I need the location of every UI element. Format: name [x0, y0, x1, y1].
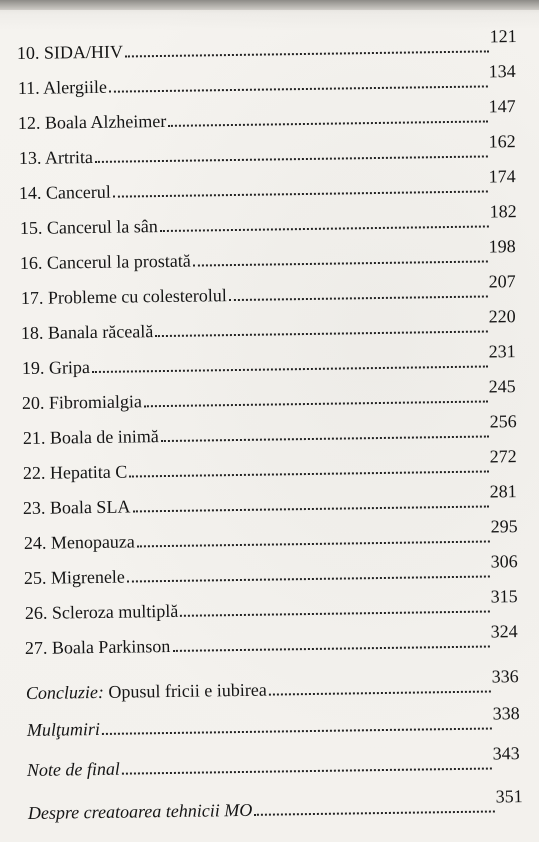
dot-leader: [144, 400, 488, 407]
toc-entry: [16, 26, 517, 63]
toc-entry: [24, 621, 518, 658]
dot-leader: [95, 155, 488, 162]
toc-entry: [22, 411, 517, 448]
entry-page-number: 338: [492, 703, 520, 724]
entry-page-number: 295: [490, 516, 518, 537]
dot-leader: [168, 120, 488, 126]
dot-leader: [129, 470, 489, 477]
entry-title: 21. Boala de inimă: [22, 426, 159, 448]
entry-title: Despre creatoarea tehnicii MO: [27, 799, 253, 823]
entry-title: 20. Fibromialgia: [21, 391, 143, 413]
entry-title: 14. Cancerul: [18, 181, 111, 203]
toc-entry: [17, 61, 516, 98]
dot-leader: [125, 50, 489, 57]
entry-title: 19. Gripa: [21, 357, 90, 378]
entry-page-number: 281: [489, 481, 517, 502]
entry-title: 25. Migrenele: [23, 566, 125, 588]
toc-entry: [24, 586, 518, 623]
entry-page-number: 256: [489, 411, 517, 432]
entry-title: 24. Menopauza: [23, 531, 135, 553]
dot-leader: [122, 768, 492, 775]
dot-leader: [193, 260, 488, 266]
toc-entry: [23, 551, 518, 588]
dot-leader: [160, 225, 489, 232]
dot-leader: [155, 330, 488, 337]
entry-title: Mulţumiri: [26, 718, 101, 740]
entry-title: 15. Cancerul la sân: [19, 216, 158, 238]
entry-page-number: 336: [491, 666, 519, 687]
entry-page-number: 245: [488, 376, 516, 397]
entry-page-number: 324: [490, 621, 518, 642]
toc-entry: [20, 306, 516, 343]
toc-entry-endnotes: [26, 743, 520, 780]
dot-leader: [172, 646, 489, 652]
dot-leader: [109, 85, 488, 92]
toc-entry: [22, 481, 517, 518]
toc-entry: [21, 376, 516, 413]
toc-entry: [23, 516, 518, 553]
entry-page-number: 147: [488, 96, 516, 117]
dot-leader: [254, 810, 495, 815]
entry-page-number: 174: [488, 166, 516, 187]
entry-title: 18. Banala răceală: [20, 321, 154, 343]
entry-title: 11. Alergiile: [17, 76, 108, 98]
toc-entry-conclusion: [25, 666, 519, 703]
toc-entry: [19, 201, 517, 238]
entry-page-number: 162: [488, 131, 516, 152]
entry-title: 13. Artrita: [18, 146, 94, 168]
dot-leader: [161, 435, 489, 442]
entry-page-number: 306: [490, 551, 518, 572]
toc-entry: [18, 166, 516, 203]
entry-page-number: 207: [488, 271, 516, 292]
dot-leader: [92, 365, 488, 373]
entry-page-number: 134: [488, 61, 516, 82]
entry-page-number: 272: [489, 446, 517, 467]
entry-title: 17. Probleme cu colesterolul: [20, 285, 227, 308]
dot-leader: [132, 505, 488, 512]
entry-title: 23. Boala SLA: [22, 496, 131, 518]
entry-title: 10. SIDA/HIV: [16, 41, 124, 63]
entry-page-number: 351: [495, 786, 523, 807]
entry-title: 27. Boala Parkinson: [24, 635, 171, 658]
dot-leader: [269, 691, 491, 696]
entry-title: 22. Hepatita C: [22, 461, 128, 483]
dot-leader: [127, 575, 490, 582]
toc-entry: [20, 271, 516, 308]
entry-title: Note de final: [26, 758, 121, 780]
entry-page-number: 220: [488, 306, 516, 327]
toc-entry: [19, 236, 516, 273]
toc-entry-about-author: [27, 786, 523, 823]
entry-page-number: 198: [488, 236, 516, 257]
dot-leader: [180, 611, 490, 617]
entry-page-number: 182: [489, 201, 517, 222]
toc-entry: [22, 446, 517, 483]
entry-title: 16. Cancerul la prostată: [19, 250, 191, 273]
entry-page-number: 231: [488, 341, 516, 362]
entry-title: 26. Scleroza multiplă: [24, 600, 179, 623]
dot-leader: [102, 728, 492, 735]
entry-page-number: 121: [489, 26, 517, 47]
entry-title: [26, 681, 267, 702]
toc-entry: [21, 341, 516, 378]
dot-leader: [113, 190, 488, 197]
entry-lead-label: Concluzie:: [25, 681, 105, 703]
entry-page-number: 315: [490, 586, 518, 607]
toc-entry-acknowledgements: [26, 703, 520, 740]
toc-entry: [18, 131, 516, 168]
dot-leader: [137, 540, 490, 547]
entry-title-text: Opusul fricii e iubirea: [108, 679, 267, 702]
entry-title: 12. Boala Alzheimer: [17, 110, 167, 133]
dot-leader: [229, 295, 488, 301]
toc-entry: [17, 96, 516, 133]
entry-page-number: 343: [492, 743, 520, 764]
